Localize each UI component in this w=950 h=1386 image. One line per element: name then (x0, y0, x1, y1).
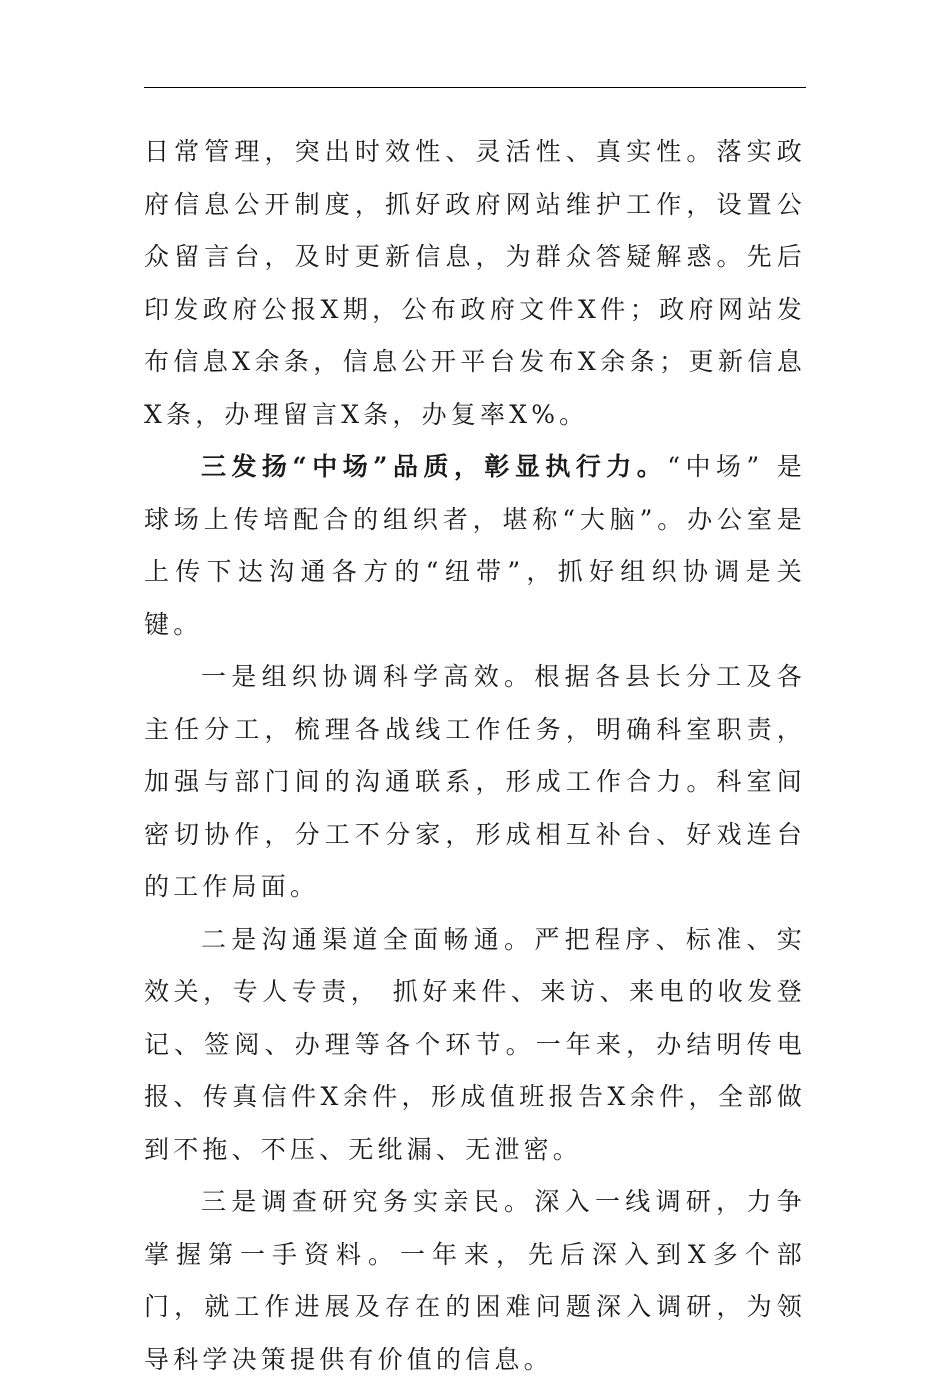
paragraph-text: 日常管理，突出时效性、灵活性、真实性。落实政府信息公开制度，抓好政府网站维护工作，设置公众留言台，及时更新信息，为群众答疑解惑。先后印发政府公报X期，公布政府文件X件；政府网站发布信息X余条，信息公开平台发布X余条；更新信息X条，办理留言X条，办复率X%。 (144, 137, 806, 429)
paragraph-text: 三是调查研究务实亲民。深入一线调研，力争掌握第一手资料。一年来，先后深入到X多个部门，就工作进展及存在的困难问题深入调研，为领导科学决策提供有价值的信息。 (144, 1187, 806, 1374)
document-body (144, 126, 806, 1386)
section-heading: 三发扬“中场”品质，彰显执行力。 (201, 452, 668, 481)
paragraph-point-three (144, 1176, 806, 1386)
paragraph-text: 一是组织协调科学高效。根据各县长分工及各主任分工，梳理各战线工作任务，明确科室职责，加强与部门间的沟通联系，形成工作合力。科室间密切协作，分工不分家，形成相互补台、好戏连台的工作局面。 (144, 662, 806, 901)
paragraph-point-two (144, 914, 806, 1177)
paragraph-continued (144, 126, 806, 441)
paragraph-text: “中场” 是球场上传培配合的组织者，堪称“大脑”。办公室是上传下达沟通各方的“纽带”，抓好组织协调是关键。 (144, 452, 806, 639)
paragraph-point-one (144, 651, 806, 914)
header-rule (144, 87, 806, 88)
paragraph-text: 二是沟通渠道全面畅通。严把程序、标准、实效关，专人专责， 抓好来件、来访、来电的收发登记、签阅、办理等各个环节。一年来，办结明传电报、传真信件X余件，形成值班报告X余件，全部做到不拖、不压、无纰漏、无泄密。 (144, 924, 806, 1164)
paragraph-section-three (144, 441, 806, 651)
